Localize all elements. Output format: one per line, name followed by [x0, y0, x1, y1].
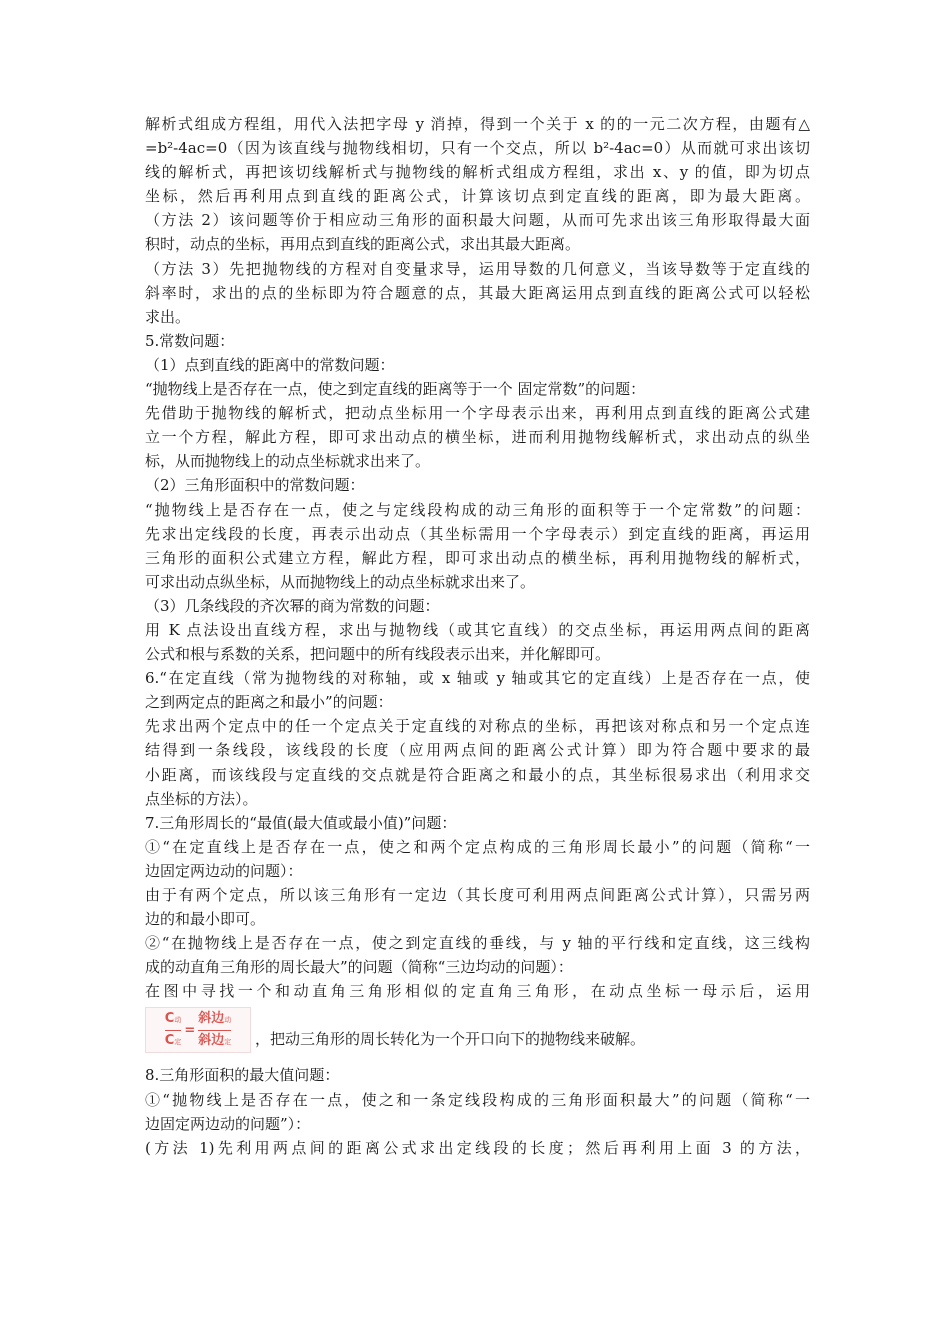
text-line: 公式和根与系数的关系，把问题中的所有线段表示出来，并化解即可。: [145, 645, 611, 664]
text-line: 先借助于抛物线的解析式，把动点坐标用一个字母表示出来，再利用点到直线的距离公式建: [145, 404, 810, 423]
text-line: 边的和最小即可。: [145, 910, 266, 929]
text-line: 点坐标的方法）。: [145, 789, 258, 808]
text-line: ①“在定直线上是否存在一点，使之和两个定点构成的三角形周长最小”的问题（简称“一: [145, 837, 810, 856]
text-line: 在图中寻找一个和动直角三角形相似的定直角三角形，在动点坐标一母示后，运用: [145, 982, 810, 1001]
formula-row: [145, 1003, 810, 1057]
text-block-upper: [145, 112, 810, 1003]
text-line: 5.常数问题：: [145, 331, 235, 350]
formula-equals: =: [184, 1022, 196, 1038]
text-line: 之到两定点的距离之和最小”的问题：: [145, 693, 393, 712]
text-line: 先求出定线段的长度，再表示出动点（其坐标需用一个字母表示）到定直线的距离，再运用: [145, 524, 810, 543]
text-line: 8.三角形面积的最大值问题：: [145, 1066, 340, 1085]
text-line: 立一个方程，解此方程，即可求出动点的横坐标，进而利用抛物线解析式，求出动点的纵坐: [145, 428, 810, 447]
text-line: 用 K 点法设出直线方程，求出与抛物线（或其它直线）的交点坐标，再运用两点间的距离: [145, 620, 810, 639]
text-line: “抛物线上是否存在一点，使之到定直线的距离等于一个 固定常数”的问题：: [145, 380, 646, 399]
text-line: 坐标，然后再利用点到直线的距离公式，计算该切点到定直线的距离，即为最大距离。: [145, 187, 810, 206]
text-line: （2）三角形面积中的常数问题：: [145, 476, 365, 495]
text-line: 斜率时，求出的点的坐标即为符合题意的点，其最大距离运用点到直线的距离公式可以轻松: [145, 283, 810, 302]
text-line: 求出。: [145, 307, 191, 326]
text-line: 边固定两边动的问题”）：: [145, 1114, 311, 1133]
text-line: （方法 2）该问题等价于相应动三角形的面积最大问题，从而可先求出该三角形取得最大面: [145, 211, 810, 230]
text-line: 标，从而抛物线上的动点坐标就求出来了。: [145, 452, 431, 471]
text-line: =b²-4ac=0（因为该直线与抛物线相切，只有一个交点，所以 b²-4ac=0）从而就可求出该切: [145, 139, 810, 158]
text-line: 积时，动点的坐标，再用点到直线的距离公式，求出其最大距离。: [145, 235, 581, 254]
text-line: 成的动直角三角形的周长最大”的问题（简称“三边均动的问题）：: [145, 958, 573, 977]
formula-right-denominator: 斜边定: [198, 1032, 232, 1048]
text-line: “抛物线上是否存在一点，使之与定线段构成的动三角形的面积等于一个定常数”的问题：: [145, 500, 810, 519]
text-line: （3）几条线段的齐次幂的商为常数的问题：: [145, 596, 440, 615]
text-line: （方法 3）先把抛物线的方程对自变量求导，运用导数的几何意义，当该导数等于定直线的: [145, 259, 810, 278]
text-line: ①“抛物线上是否存在一点，使之和一条定线段构成的三角形面积最大”的问题（简称“一: [145, 1090, 810, 1109]
formula-left-fraction: [165, 1010, 182, 1051]
formula-trailing-text: ，把动三角形的周长转化为一个开口向下的抛物线来破解。: [255, 1030, 646, 1049]
text-line: 先求出两个定点中的任一个定点关于定直线的对称点的坐标，再把该对称点和另一个定点连: [145, 717, 810, 736]
text-line: 三角形的面积公式建立方程，解此方程，即可求出动点的横坐标，再利用抛物线的解析式，: [145, 548, 810, 567]
text-line: 线的解析式，再把该切线解析式与抛物线的解析式组成方程组，求出 x、y 的值，即为切点: [145, 163, 810, 182]
formula-right-fraction: [198, 1010, 231, 1051]
text-line: 解析式组成方程组，用代入法把字母 y 消掉，得到一个关于 x 的的一元二次方程，由题有△: [145, 115, 810, 133]
text-line: 小距离，而该线段与定直线的交点就是符合距离之和最小的点，其坐标很易求出（利用求交: [145, 765, 810, 784]
text-block-lower: [145, 1063, 810, 1159]
text-line: (方法 1)先利用两点间的距离公式求出定线段的长度；然后再利用上面 3 的方法，: [145, 1138, 810, 1157]
text-line: 结得到一条线段，该线段的长度（应用两点间的距离公式计算）即为符合题中要求的最: [145, 741, 810, 760]
perimeter-ratio-formula-image: [145, 1007, 251, 1053]
text-line: 边固定两边动的问题）：: [145, 861, 303, 880]
text-line: （1）点到直线的距离中的常数问题：: [145, 355, 395, 374]
formula-right-numerator: 斜边动: [198, 1010, 232, 1026]
text-line: 7.三角形周长的“最值(最大值或最小值)”问题：: [145, 813, 457, 832]
text-line: 由于有两个定点，所以该三角形有一定边（其长度可利用两点间距离公式计算），只需另两: [145, 886, 810, 904]
text-line: 6.“在定直线（常为抛物线的对称轴，或 x 轴或 y 轴或其它的定直线）上是否存在一点，使: [145, 669, 810, 688]
formula-left-numerator: C动: [164, 1010, 182, 1026]
document-body: [145, 112, 810, 1160]
text-line: 可求出动点纵坐标，从而抛物线上的动点坐标就求出来了。: [145, 572, 536, 591]
text-line: ②“在抛物线上是否存在一点，使之到定直线的垂线，与 y 轴的平行线和定直线，这三线构: [145, 934, 810, 953]
formula-left-denominator: C定: [164, 1032, 182, 1048]
fraction-bar: [165, 1030, 182, 1031]
fraction-bar: [198, 1030, 231, 1031]
